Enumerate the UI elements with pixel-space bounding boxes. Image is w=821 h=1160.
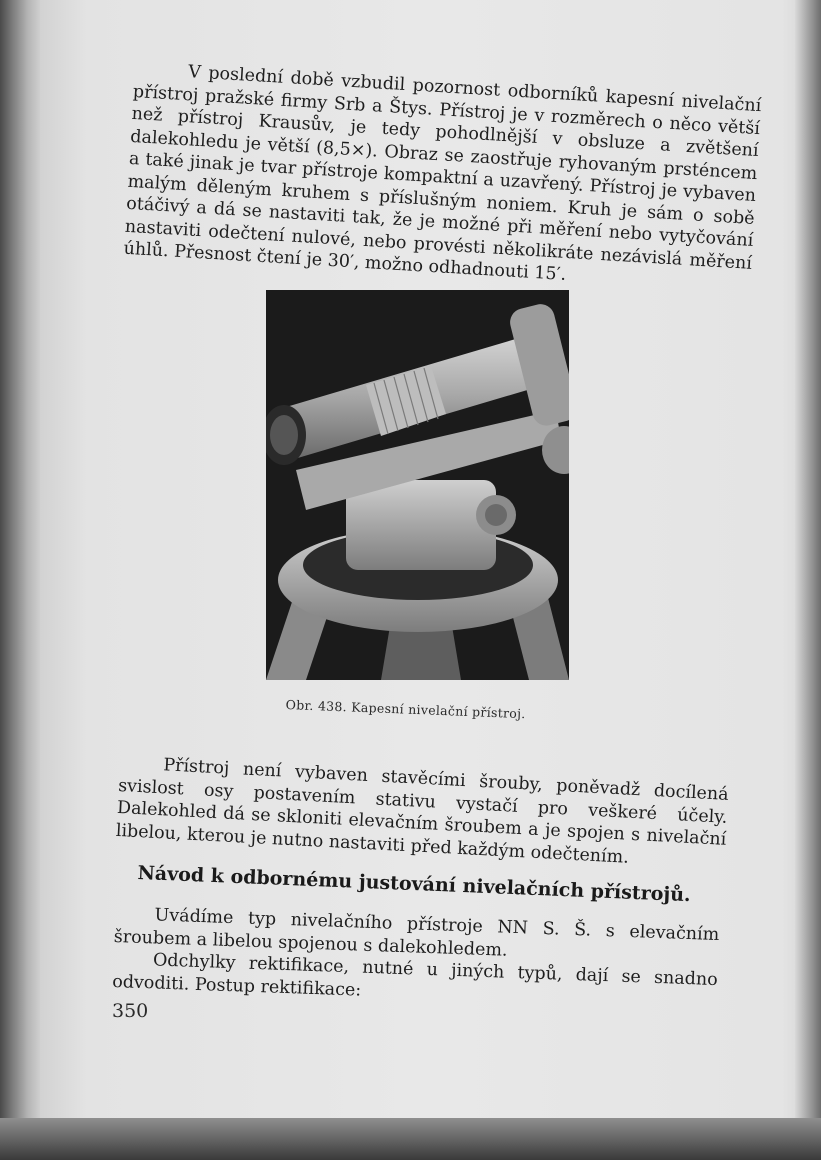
paragraph-text: Odchylky rektifikace, nutné u jiných typů, dají se snadno odvoditi. Postup rektifikace: xyxy=(111,950,719,1001)
book-spine xyxy=(0,0,40,1160)
section-heading: Návod k odbornému justování nivelačních přístrojů. xyxy=(137,862,692,907)
figure-caption: Obr. 438. Kapesní nivelační přístroj. xyxy=(285,697,526,722)
paragraph-text: Uvádíme typ nivelačního přístroje NN S. Š. s elevačním šroubem a libelou spojenou s dalekohledem. xyxy=(113,905,720,961)
figure-leveling-instrument xyxy=(266,290,569,680)
paragraph-text: V poslední době vzbudil pozornost odborníků kapesní nivelační přístroj pražské firmy Srb a Štys. Přístroj je v rozměrech o něco větší než přístroj Krausův, je tedy pohodlnější v obsluze a zvětšení dalekohledu je větší (8,5×). Obraz se zaostřuje ryhovaným prsténcem a také jinak je tvar přístroje kompaktní a uzavřený. Přístroj je vybaven malým děleným kruhem s příslušným noniem. Kruh je sám o sobě otáčivý a dá se nastaviti tak, že je možné při měření nebo vytyčování nastaviti odečtení nulové, nebo provésti několikráte nezávislá měření úhlů. Přesnost čtení je 30′, možno odhadnouti 15′. xyxy=(123,62,762,285)
page-number: 350 xyxy=(112,1000,149,1022)
page-edge xyxy=(795,0,821,1160)
page-bottom-shadow xyxy=(0,1118,821,1160)
paragraph-instrument-description xyxy=(123,58,762,297)
leveling-instrument-illustration xyxy=(266,290,569,680)
paragraph-text: Přístroj není vybaven stavěcími šrouby, poněvadž docílená svislost osy postavením stativu vystačí pro veškeré účely. Dalekohled dá se skloniti elevačním šroubem a je spojen s nivelační libelou, kterou je nutno nastaviti před každým odečtením. xyxy=(115,755,730,868)
